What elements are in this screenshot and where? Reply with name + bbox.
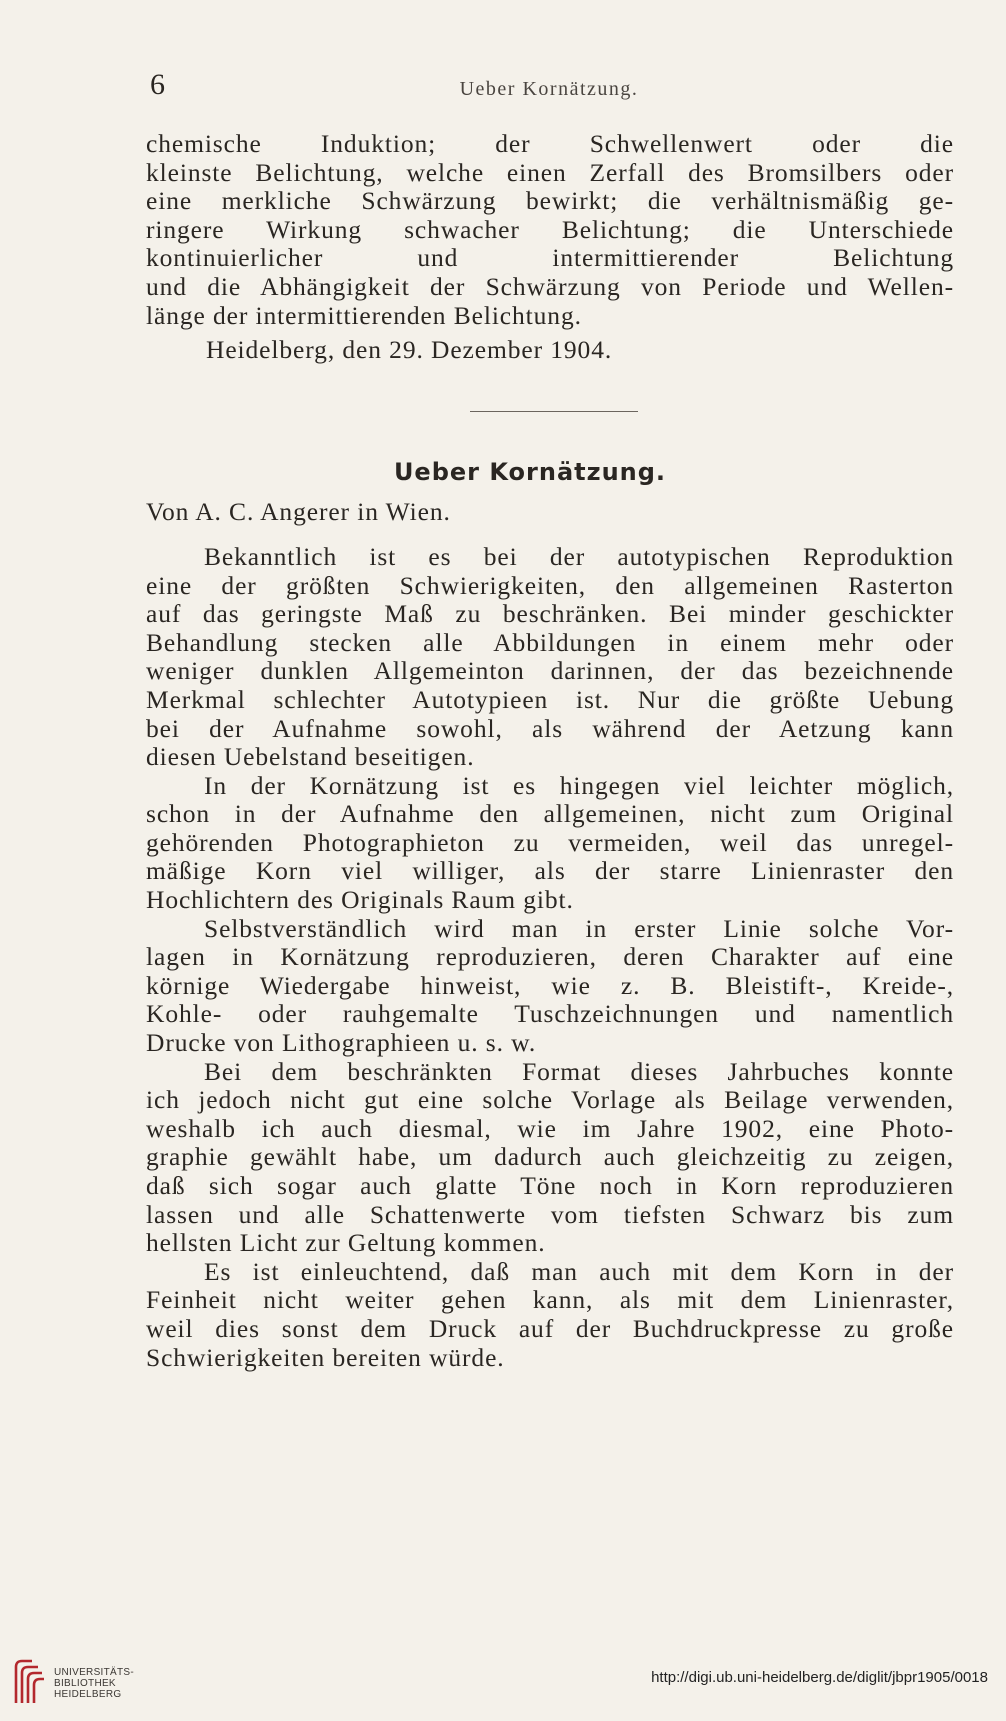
text-line: Selbstverständlich wird man in erster Linie solche Vor- [204, 913, 954, 943]
text-line: eine merkliche Schwärzung bewirkt; die verhältnismäßig ge- [146, 186, 954, 216]
text-line: schon in der Aufnahme den allgemeinen, nicht zum Original [146, 799, 954, 829]
text-line: diesen Uebelstand beseitigen. [146, 742, 475, 772]
text-line: Behandlung stecken alle Abbildungen in einem mehr oder [146, 627, 954, 657]
page-header [148, 62, 950, 102]
text-line: länge der intermittierenden Belichtung. [146, 300, 582, 330]
paragraph-5 [146, 1258, 954, 1372]
text-line: weil dies sonst dem Druck auf der Buchdruckpresse zu große [146, 1313, 954, 1343]
permalink-url[interactable]: http://digi.ub.uni-heidelberg.de/diglit/jbpr1905/0018 [651, 1669, 988, 1686]
text-line: Bei dem beschränkten Format dieses Jahrbuches konnte [204, 1056, 954, 1086]
section-divider [470, 411, 638, 412]
library-name [54, 1667, 134, 1700]
text-line: graphie gewählt habe, um dadurch auch gleichzeitig zu zeigen, [146, 1142, 954, 1172]
text-line: In der Kornätzung ist es hingegen viel leichter möglich, [204, 770, 954, 800]
text-line: Merkmal schlechter Autotypieen ist. Nur die größte Uebung [146, 684, 954, 714]
text-line: Hochlichtern des Originals Raum gibt. [146, 885, 574, 915]
text-line: mäßige Korn viel williger, als der starre Linienraster den [146, 856, 954, 886]
intro-paragraph [146, 130, 954, 330]
library-name-line: HEIDELBERG [54, 1689, 122, 1700]
text-line: Es ist einleuchtend, daß man auch mit dem Korn in der [204, 1256, 954, 1286]
dateline: Heidelberg, den 29. Dezember 1904. [206, 335, 613, 365]
text-line: eine der größten Schwierigkeiten, den allgemeinen Rasterton [146, 570, 954, 600]
text-line: ich jedoch nicht gut eine solche Vorlage als Beilage verwenden, [146, 1085, 954, 1115]
page-number: 6 [150, 68, 165, 101]
text-line: auf das geringste Maß zu beschränken. Bei minder geschickter [146, 599, 954, 629]
text-line: lassen und alle Schattenwerte vom tiefsten Schwarz bis zum [146, 1199, 954, 1229]
text-line: lagen in Kornätzung reproduzieren, deren Charakter auf eine [146, 942, 954, 972]
paragraph-3 [146, 915, 954, 1058]
library-name-line: UNIVERSITÄTS- [54, 1667, 135, 1678]
text-line: kleinste Belichtung, welche einen Zerfall des Bromsilbers oder [146, 157, 954, 187]
library-name-line: BIBLIOTHEK [54, 1678, 116, 1689]
text-line: weniger dunklen Allgemeinton darinnen, der das bezeichnende [146, 656, 954, 686]
page-footer [0, 1655, 1006, 1715]
text-line: kontinuierlicher und intermittierender Belichtung [146, 243, 954, 273]
text-line: bei der Aufnahme sowohl, als während der Aetzung kann [146, 713, 954, 743]
university-library-logo-icon [12, 1657, 46, 1707]
article-title: Ueber Kornätzung. [393, 457, 667, 486]
text-line: Kohle- oder rauhgemalte Tuschzeichnungen und namentlich [146, 999, 954, 1029]
running-head: Ueber Kornätzung. [459, 78, 639, 100]
text-line: und die Abhängigkeit der Schwärzung von Periode und Wellen- [146, 271, 954, 301]
paragraph-1 [146, 543, 954, 772]
text-line: daß sich sogar auch glatte Töne noch in Korn reproduzieren [146, 1171, 954, 1200]
article-byline: Von A. C. Angerer in Wien. [146, 497, 451, 527]
paragraph-4 [146, 1058, 954, 1258]
text-line: Drucke von Lithographieen u. s. w. [146, 1028, 537, 1058]
text-line: hellsten Licht zur Geltung kommen. [146, 1228, 546, 1258]
text-line: Bekanntlich ist es bei der autotypischen Reproduktion [204, 541, 954, 571]
text-line: chemische Induktion; der Schwellenwert oder die [146, 129, 954, 158]
paragraph-2 [146, 772, 954, 915]
text-line: gehörenden Photographieton zu vermeiden, weil das unregel- [146, 827, 954, 857]
text-line: Feinheit nicht weiter gehen kann, als mit dem Linienraster, [146, 1285, 954, 1315]
text-line: ringere Wirkung schwacher Belichtung; die Unterschiede [146, 214, 954, 244]
text-line: körnige Wiedergabe hinweist, wie z. B. Bleistift-, Kreide-, [146, 970, 954, 1000]
page-body [146, 130, 954, 1372]
text-line: weshalb ich auch diesmal, wie im Jahre 1902, eine Photo- [146, 1113, 954, 1143]
text-line: Schwierigkeiten bereiten würde. [146, 1342, 505, 1372]
